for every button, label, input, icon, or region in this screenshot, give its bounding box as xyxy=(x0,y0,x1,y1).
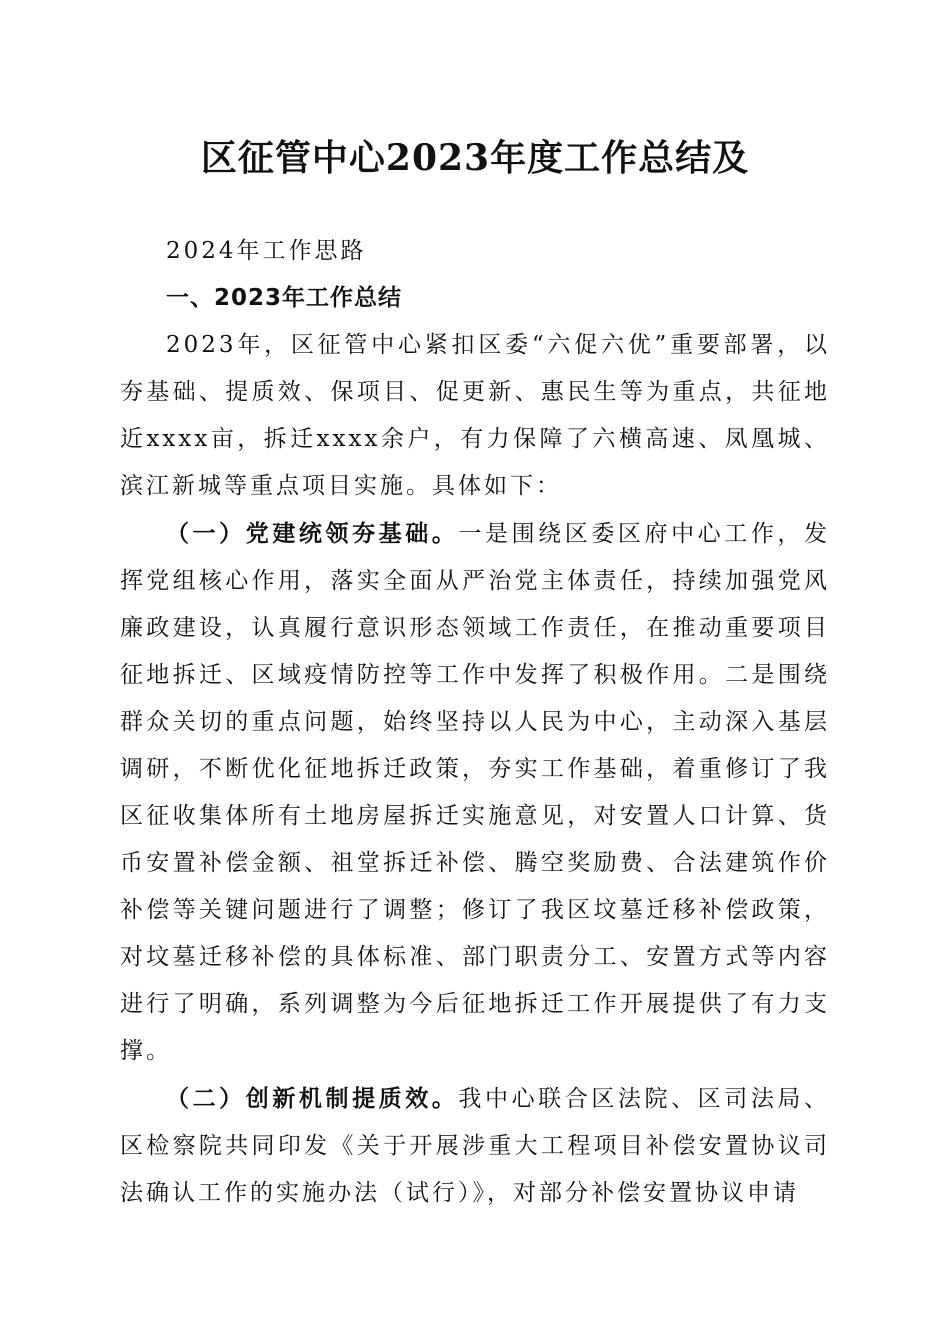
item2-paragraph xyxy=(120,1075,830,1217)
subtitle-line: 2024年工作思路 xyxy=(166,238,367,264)
document-body xyxy=(120,228,830,1217)
section-heading: 一、2023年工作总结 xyxy=(166,285,403,311)
item2-heading: （二）创新机制提质效。 xyxy=(166,1085,459,1112)
item1-paragraph xyxy=(120,510,830,1075)
item1-heading: （一）党建统领夯基础。 xyxy=(166,520,459,547)
item2-body: 我中心联合区法院、区司法局、区检察院共同印发《关于开展涉重大工程项目补偿安置协议司法确认工作的实施办法（试行）》，对部分补偿安置协议申请 xyxy=(120,1086,831,1206)
intro-paragraph: 2023年，区征管中心紧扣区委“六促六优”重要部署，以夯基础、提质效、保项目、促更新、惠民生等为重点，共征地近xxxx亩，拆迁xxxx余户，有力保障了六横高速、凤凰城、滨江新城等重点项目实施。具体如下： xyxy=(120,332,830,499)
document-title: 区征管中心2023年度工作总结及 xyxy=(200,137,750,179)
item1-body: 一是围绕区委区府中心工作，发挥党组核心作用，落实全面从严治党主体责任，持续加强党风廉政建设，认真履行意识形态领域工作责任，在推动重要项目征地拆迁、区域疫情防控等工作中发挥了积极作用。二是围绕群众关切的重点问题，始终坚持以人民为中心，主动深入基层调研，不断优化征地拆迁政策，夯实工作基础，着重修订了我区征收集体所有土地房屋拆迁实施意见，对安置人口计算、货币安置补偿金额、祖堂拆迁补偿、腾空奖励费、合法建筑作价补偿等关键问题进行了调整；修订了我区坟墓迁移补偿政策，对坟墓迁移补偿的具体标准、部门职责分工、安置方式等内容进行了明确，系列调整为今后征地拆迁工作开展提供了有力支撑。 xyxy=(120,521,831,1064)
